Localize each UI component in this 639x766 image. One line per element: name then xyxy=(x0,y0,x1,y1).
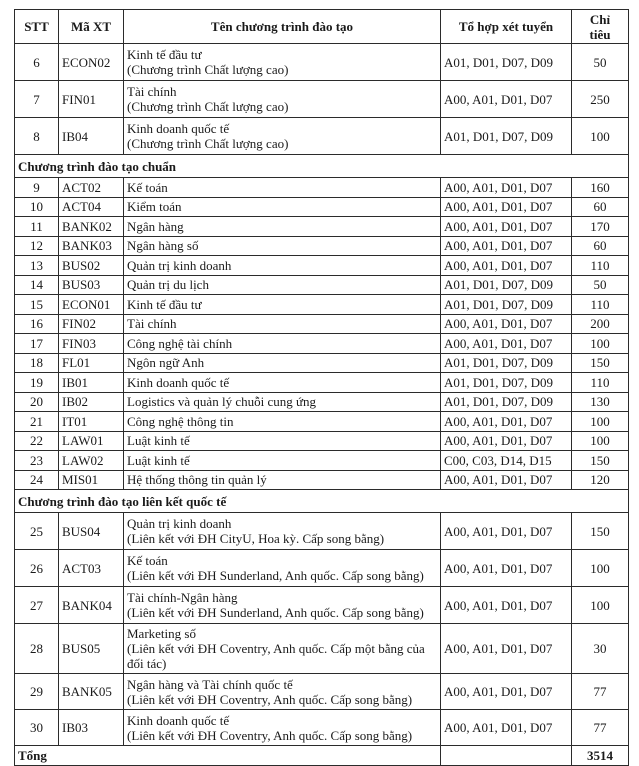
program-note: (Chương trình Chất lượng cao) xyxy=(127,136,289,151)
cell-program: Công nghệ thông tin xyxy=(124,412,441,432)
cell-quota: 100 xyxy=(572,118,629,155)
cell-program: Tài chính xyxy=(124,314,441,334)
cell-combo: A01, D01, D07, D09 xyxy=(441,118,572,155)
cell-code: BUS05 xyxy=(59,624,124,674)
cell-stt: 15 xyxy=(15,295,59,315)
program-name: Kinh tế đầu tư xyxy=(127,47,202,62)
cell-code: LAW01 xyxy=(59,431,124,451)
table-row xyxy=(15,674,629,710)
cell-code: BANK04 xyxy=(59,587,124,624)
program-name: Kinh doanh quốc tế xyxy=(127,121,230,136)
cell-combo: A00, A01, D01, D07 xyxy=(441,256,572,276)
header-combo: Tổ hợp xét tuyển xyxy=(441,10,572,44)
cell-quota: 60 xyxy=(572,236,629,256)
cell-combo: A00, A01, D01, D07 xyxy=(441,236,572,256)
table-row xyxy=(15,373,629,393)
cell-code: FIN03 xyxy=(59,334,124,354)
cell-quota: 100 xyxy=(572,334,629,354)
cell-program: Kinh tế đầu tư xyxy=(124,295,441,315)
table-row xyxy=(15,392,629,412)
table-row xyxy=(15,513,629,550)
program-name: Ngân hàng và Tài chính quốc tế xyxy=(127,676,293,692)
program-note: (Chương trình Chất lượng cao) xyxy=(127,62,289,77)
total-combo-empty xyxy=(441,746,572,766)
cell-stt: 23 xyxy=(15,451,59,471)
cell-stt: 22 xyxy=(15,431,59,451)
program-note: (Liên kết với ĐH Coventry, Anh quốc. Cấp một bằng của xyxy=(127,641,425,656)
cell-combo: A01, D01, D07, D09 xyxy=(441,275,572,295)
table-row xyxy=(15,236,629,256)
cell-combo: A00, A01, D01, D07 xyxy=(441,197,572,217)
program-name: Tài chính xyxy=(127,84,177,99)
cell-program xyxy=(124,513,441,550)
cell-stt: 26 xyxy=(15,550,59,587)
cell-stt: 28 xyxy=(15,624,59,674)
total-row xyxy=(15,746,629,766)
cell-code: IB04 xyxy=(59,118,124,155)
cell-stt: 13 xyxy=(15,256,59,276)
total-label: Tổng xyxy=(15,746,441,766)
table-row xyxy=(15,256,629,276)
admission-table xyxy=(14,9,629,766)
cell-stt: 24 xyxy=(15,470,59,490)
program-note: (Liên kết với ĐH Coventry, Anh quốc. Cấp song bằng) xyxy=(127,691,413,707)
cell-program xyxy=(124,674,441,710)
cell-program: Kinh doanh quốc tế xyxy=(124,373,441,393)
cell-program: Logistics và quản lý chuỗi cung ứng xyxy=(124,392,441,412)
cell-quota: 110 xyxy=(572,295,629,315)
cell-program: Ngân hàng xyxy=(124,217,441,237)
header-quota xyxy=(572,10,629,44)
cell-quota: 50 xyxy=(572,275,629,295)
cell-combo: A00, A01, D01, D07 xyxy=(441,431,572,451)
cell-combo: A01, D01, D07, D09 xyxy=(441,44,572,81)
cell-combo: A00, A01, D01, D07 xyxy=(441,513,572,550)
cell-code: MIS01 xyxy=(59,470,124,490)
section-title-joint: Chương trình đào tạo liên kết quốc tế xyxy=(15,490,629,513)
cell-quota: 100 xyxy=(572,412,629,432)
cell-quota: 100 xyxy=(572,587,629,624)
cell-program: Quản trị du lịch xyxy=(124,275,441,295)
cell-code: BANK05 xyxy=(59,674,124,710)
cell-code: IB01 xyxy=(59,373,124,393)
cell-combo: A01, D01, D07, D09 xyxy=(441,295,572,315)
cell-program: Ngân hàng số xyxy=(124,236,441,256)
section-row-joint xyxy=(15,490,629,513)
cell-stt: 17 xyxy=(15,334,59,354)
program-name: Kế toán xyxy=(127,553,168,568)
program-name: Kinh doanh quốc tế xyxy=(127,712,230,728)
cell-quota: 110 xyxy=(572,373,629,393)
cell-quota: 77 xyxy=(572,674,629,710)
cell-code: ECON02 xyxy=(59,44,124,81)
header-code: Mã XT xyxy=(59,10,124,44)
cell-quota: 150 xyxy=(572,513,629,550)
cell-quota: 77 xyxy=(572,710,629,746)
program-name: Marketing số xyxy=(127,626,196,641)
cell-combo: A00, A01, D01, D07 xyxy=(441,470,572,490)
cell-stt: 18 xyxy=(15,353,59,373)
cell-quota: 150 xyxy=(572,451,629,471)
cell-combo: A00, A01, D01, D07 xyxy=(441,412,572,432)
cell-quota: 100 xyxy=(572,550,629,587)
table-row xyxy=(15,412,629,432)
cell-quota: 50 xyxy=(572,44,629,81)
table-row xyxy=(15,295,629,315)
cell-code: IB02 xyxy=(59,392,124,412)
cell-program: Kiểm toán xyxy=(124,197,441,217)
table-row xyxy=(15,353,629,373)
cell-program xyxy=(124,624,441,674)
cell-quota: 30 xyxy=(572,624,629,674)
program-note: (Liên kết với ĐH Sunderland, Anh quốc. Cấp song bằng) xyxy=(127,605,424,620)
cell-stt: 16 xyxy=(15,314,59,334)
table-row xyxy=(15,314,629,334)
header-quota-line2: tiêu xyxy=(589,26,611,42)
cell-quota: 170 xyxy=(572,217,629,237)
cell-stt: 20 xyxy=(15,392,59,412)
program-note-cont: đối tác) xyxy=(127,656,167,671)
cell-combo: A00, A01, D01, D07 xyxy=(441,674,572,710)
cell-code: ECON01 xyxy=(59,295,124,315)
cell-stt: 29 xyxy=(15,674,59,710)
cell-quota: 150 xyxy=(572,353,629,373)
cell-quota: 100 xyxy=(572,431,629,451)
program-note: (Liên kết với ĐH Coventry, Anh quốc. Cấp song bằng) xyxy=(127,727,413,743)
cell-combo: A00, A01, D01, D07 xyxy=(441,550,572,587)
cell-stt: 10 xyxy=(15,197,59,217)
program-name: Tài chính-Ngân hàng xyxy=(127,590,238,605)
section-title-standard: Chương trình đào tạo chuẩn xyxy=(15,155,629,178)
cell-code: BANK02 xyxy=(59,217,124,237)
cell-program xyxy=(124,44,441,81)
header-quota-line1: Chỉ xyxy=(589,11,611,27)
table-row xyxy=(15,624,629,674)
header-program: Tên chương trình đào tạo xyxy=(124,10,441,44)
cell-stt: 27 xyxy=(15,587,59,624)
table-row xyxy=(15,44,629,81)
cell-program: Hệ thống thông tin quản lý xyxy=(124,470,441,490)
cell-program xyxy=(124,710,441,746)
table-row xyxy=(15,451,629,471)
cell-quota: 120 xyxy=(572,470,629,490)
cell-program xyxy=(124,81,441,118)
cell-program: Luật kinh tế xyxy=(124,451,441,471)
table-row xyxy=(15,550,629,587)
cell-stt: 11 xyxy=(15,217,59,237)
cell-code: FL01 xyxy=(59,353,124,373)
cell-code: ACT04 xyxy=(59,197,124,217)
table-row xyxy=(15,118,629,155)
header-stt: STT xyxy=(15,10,59,44)
cell-stt: 14 xyxy=(15,275,59,295)
program-note: (Liên kết với ĐH Sunderland, Anh quốc. Cấp song bằng) xyxy=(127,568,424,583)
cell-combo: A00, A01, D01, D07 xyxy=(441,217,572,237)
cell-code: ACT02 xyxy=(59,178,124,198)
cell-code: IT01 xyxy=(59,412,124,432)
cell-combo: A00, A01, D01, D07 xyxy=(441,314,572,334)
cell-stt: 25 xyxy=(15,513,59,550)
total-value: 3514 xyxy=(572,746,629,766)
cell-code: BUS03 xyxy=(59,275,124,295)
cell-program: Công nghệ tài chính xyxy=(124,334,441,354)
cell-quota: 110 xyxy=(572,256,629,276)
cell-program xyxy=(124,587,441,624)
program-note: (Chương trình Chất lượng cao) xyxy=(127,99,289,114)
cell-quota: 200 xyxy=(572,314,629,334)
program-name: Quản trị kinh doanh xyxy=(127,516,232,531)
cell-stt: 12 xyxy=(15,236,59,256)
cell-program: Ngôn ngữ Anh xyxy=(124,353,441,373)
table-row xyxy=(15,710,629,746)
cell-quota: 130 xyxy=(572,392,629,412)
cell-stt: 6 xyxy=(15,44,59,81)
cell-stt: 7 xyxy=(15,81,59,118)
table-row xyxy=(15,334,629,354)
cell-program: Kế toán xyxy=(124,178,441,198)
cell-combo: A00, A01, D01, D07 xyxy=(441,624,572,674)
cell-quota: 160 xyxy=(572,178,629,198)
cell-combo: A00, A01, D01, D07 xyxy=(441,81,572,118)
table-row xyxy=(15,275,629,295)
cell-combo: A01, D01, D07, D09 xyxy=(441,392,572,412)
cell-combo: A00, A01, D01, D07 xyxy=(441,587,572,624)
program-note: (Liên kết với ĐH CityU, Hoa kỳ. Cấp song bằng) xyxy=(127,531,385,546)
table-row xyxy=(15,470,629,490)
section-row-standard xyxy=(15,155,629,178)
cell-combo: A01, D01, D07, D09 xyxy=(441,353,572,373)
cell-program: Luật kinh tế xyxy=(124,431,441,451)
cell-program: Quản trị kinh doanh xyxy=(124,256,441,276)
cell-program xyxy=(124,550,441,587)
cell-code: FIN02 xyxy=(59,314,124,334)
cell-quota: 250 xyxy=(572,81,629,118)
table-row xyxy=(15,431,629,451)
cell-code: BUS02 xyxy=(59,256,124,276)
cell-code: FIN01 xyxy=(59,81,124,118)
table-row xyxy=(15,217,629,237)
cell-code: ACT03 xyxy=(59,550,124,587)
table-row xyxy=(15,197,629,217)
table-row xyxy=(15,587,629,624)
cell-stt: 19 xyxy=(15,373,59,393)
cell-stt: 30 xyxy=(15,710,59,746)
cell-stt: 21 xyxy=(15,412,59,432)
cell-code: IB03 xyxy=(59,710,124,746)
cell-stt: 9 xyxy=(15,178,59,198)
cell-combo: C00, C03, D14, D15 xyxy=(441,451,572,471)
table-row xyxy=(15,178,629,198)
cell-code: LAW02 xyxy=(59,451,124,471)
table-row xyxy=(15,81,629,118)
header-row xyxy=(15,10,629,44)
cell-code: BANK03 xyxy=(59,236,124,256)
cell-program xyxy=(124,118,441,155)
cell-quota: 60 xyxy=(572,197,629,217)
cell-combo: A00, A01, D01, D07 xyxy=(441,710,572,746)
cell-combo: A00, A01, D01, D07 xyxy=(441,334,572,354)
cell-combo: A00, A01, D01, D07 xyxy=(441,178,572,198)
cell-combo: A01, D01, D07, D09 xyxy=(441,373,572,393)
cell-code: BUS04 xyxy=(59,513,124,550)
cell-stt: 8 xyxy=(15,118,59,155)
